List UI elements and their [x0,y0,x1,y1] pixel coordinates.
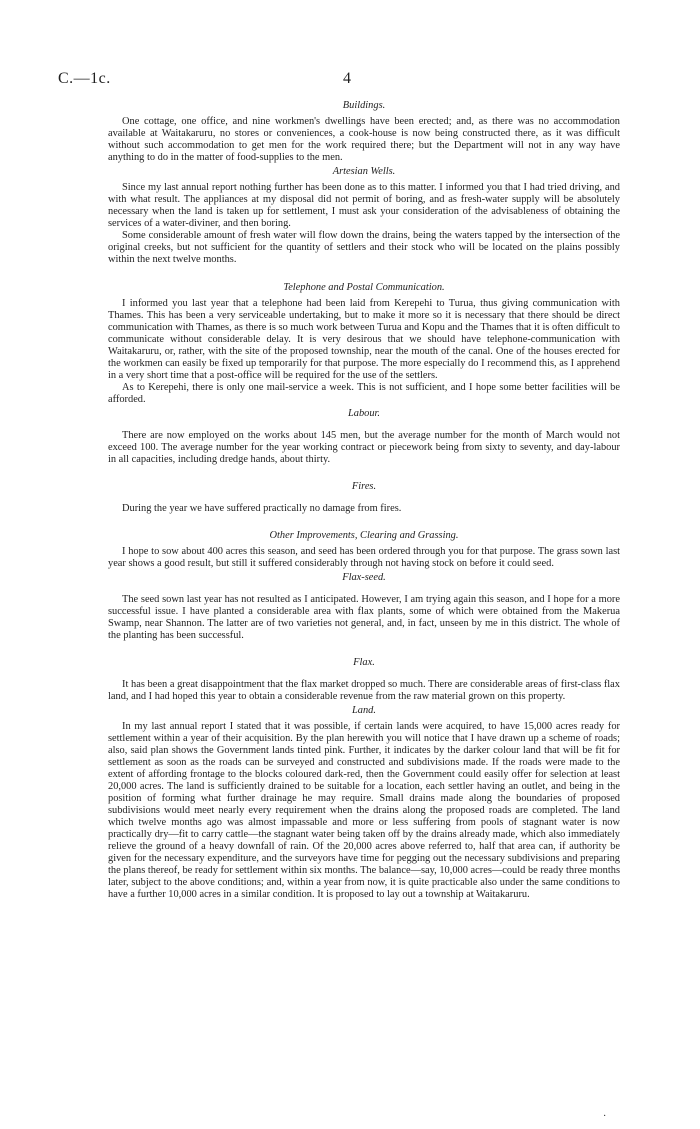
section-title: Flax-seed. [342,572,386,583]
paragraph: In my last annual report I stated that it was possible, if certain lands were acquired, to have 15,000 acres ready for settlement within a year of their acquisition. By the plan herewith you will notice that I have drawn up a scheme of roads; also, said plan shows the Government lands tinted pink. Further, it indicates by the darker colour land that will be fit for settlement as soon as the roads can be surveyed and constructed and subdivisions made. If the roads were made to the extent of affording frontage to the blocks coloured dark-red, then the Government could easily offer for selection at least 20,000 acres. The land is sufficiently drained to be suitable for a location, each settler having an outlet, and being in the position of forming what further drainage he may require. Small drains made along the boundaries of proposed subdivisions would meet nearly every requirement when the drains along the proposed roads are completed. The land which twelve months ago was almost impassable and more or less suffering from pools of stagnant water is now practically dry—fit to carry cattle—the stagnant water being taken off by the drains already made, which also immediately relieve the ground of a heavy downfall of rain. Of the 20,000 acres above referred to, half that area can, if authority be given for the necessary expenditure, and the surveyors have time for pegging out the necessary subdivisions and preparing the plans thereof, be ready for settlement within six months. The balance—say, 10,000 acres—could be ready three months later, subject to the above conditions; and, within a year from now, it is quite practicable also under the same conditions to have a further 10,000 acres in a similar condition. It is proposed to lay out a township at Waitakaruru. [108,721,620,900]
section-telephone-postal [108,282,620,406]
document-code: C.—1c. [58,70,111,87]
section-title: Telephone and Postal Communication. [283,282,445,293]
section-title: Labour. [347,408,381,419]
paragraph: As to Kerepehi, there is only one mail-service a week. This is not sufficient, and I hope some better facilities will be afforded. [108,382,620,405]
section-artesian-wells [108,166,620,266]
paragraph: I hope to sow about 400 acres this season, and seed has been ordered through you for that purpose. The grass sown last year shows a good result, but still it suffered considerably through not having stock on before it could seed. [108,546,620,569]
section-title: Flax. [353,657,375,668]
paragraph: I informed you last year that a telephone had been laid from Kerepehi to Turua, thus giving communication with Thames. This has been a very serviceable undertaking, but to make it more so it is necessary that there should be direct communication with Thames, as there is so much work between Turua and Kopu and the Thames that it is often difficult to communicate without considerable delay. It is very desirous that we should have telephone-communication with Waitakaruru, or, rather, with the site of the proposed township, near the mouth of the canal. One of the houses erected for the workmen can easily be fixed up temporarily for that purpose. The more especially do I recommend this, as I apprehend in a very short time that a post-office will be required for the use of the settlers. [108,298,620,381]
paragraph: Some considerable amount of fresh water will flow down the drains, being the waters tapped by the intersection of the original creeks, but not sufficient for the quantity of settlers and their stock who will be located on the plains possibly within the next twelve months. [108,230,620,265]
section-title: Fires. [351,481,377,492]
footer-mark: · [603,1111,607,1122]
section-buildings [108,100,620,164]
section-title: Artesian Wells. [332,166,396,177]
section-flax [108,657,620,703]
section-fires [108,481,620,515]
page-header [0,0,700,87]
paragraph: One cottage, one office, and nine workmen's dwellings have been erected; and, as there was no accommodation available at Waitakaruru, no stores or conveniences, a cook-house is now being constructed there, as it was difficult without such accommodation to get men for the work required there; but the Department will not in any way have anything to do in the matter of food-supplies to the men. [108,116,620,163]
paragraph: Since my last annual report nothing further has been done as to this matter. I informed you that I had tried driving, and with what result. The appliances at my disposal did not permit of boring, and as fresh-water supply will be absolutely necessary when the land is taken up for settlement, I must ask your consideration of the advisableness of obtaining the services of a water-diviner, and then boring. [108,182,620,229]
section-land [108,705,620,901]
paragraph: It has been a great disappointment that the flax market dropped so much. There are considerable areas of first-class flax land, and I had hoped this year to obtain a considerable revenue from the raw material grown on this property. [108,679,620,702]
section-other-improvements [108,530,620,570]
paragraph: The seed sown last year has not resulted as I anticipated. However, I am trying again this season, and I hope for a more successful issue. I have planted a considerable area with flax plants, some of which were obtained from the Makerua Swamp, near Shannon. The latter are of two varieties not general, and, in fact, unseen by me in this district. The whole of the planting has been successful. [108,594,620,641]
section-labour [108,408,620,466]
document-body [108,100,620,901]
section-flax-seed [108,572,620,642]
page-number: 4 [343,70,351,87]
section-title: Land. [352,705,376,716]
paragraph: There are now employed on the works about 145 men, but the average number for the month of March would not exceed 100. The average number for the year working contract or piecework being from sixty to seventy, and day-labour in all capacities, including dredge hands, about thirty. [108,430,620,465]
section-title: Other Improvements, Clearing and Grassing. [269,530,459,541]
paragraph: During the year we have suffered practically no damage from fires. [122,503,402,514]
section-title: Buildings. [342,100,386,111]
